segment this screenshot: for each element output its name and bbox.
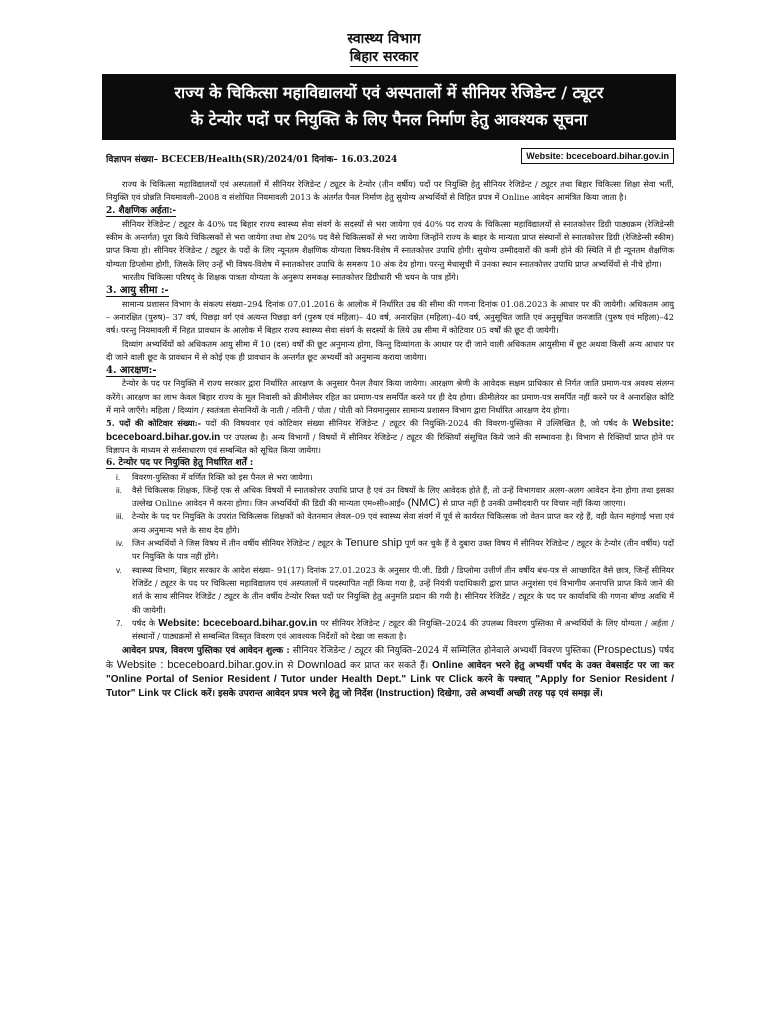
- instructions-bold-g: दिखेगा, उसे अभ्यर्थी अच्छी तरह पढ़ एवं समझ लें।: [434, 689, 603, 700]
- instructions-bold-e: पर: [158, 689, 174, 700]
- instructions-bold-c: पर: [430, 675, 449, 686]
- condition-num-2: ii.: [116, 485, 122, 495]
- section-7-paragraph: [106, 617, 674, 644]
- section-5-heading: 5. पदों की कोटिवार संख्या:-: [106, 418, 201, 429]
- section-5-text-a: पदों की विषयवार एवं कोटिवार संख्या सीनियर रेजिडेन्ट / ट्यूटर की नियुक्ति-2024 की विवरण-पुस्तिका में उल्लिखित है, जो पर्षद के: [201, 418, 633, 429]
- instructions-text-b: पर्षद के: [106, 646, 674, 672]
- notice-body: [106, 178, 674, 701]
- condition-text-4: जिन अभ्यर्थियों ने जिस विषय में तीन वर्षीय सीनियर रेजिडेन्ट / ट्यूटर के: [132, 538, 346, 549]
- section-6-heading: [106, 457, 674, 470]
- condition-nmc: (NMC): [407, 497, 440, 510]
- banner-line-2: के टेन्योर पदों पर नियुक्ति के लिए पैनल निर्माण हेतु आवश्यक सूचना: [190, 110, 588, 129]
- condition-num-1: i.: [116, 472, 121, 482]
- section-2-heading: [106, 205, 674, 218]
- instructions-download: Download: [297, 659, 347, 672]
- instructions-text-c: से: [283, 661, 298, 672]
- instructions-online: Online: [432, 660, 464, 672]
- condition-item-3: [106, 510, 674, 537]
- website-box[interactable]: Website: bceceboard.bihar.gov.in: [521, 148, 674, 164]
- section-4-paragraph: टेन्योर के पद पर नियुक्ति में राज्य सरकार द्वारा निर्धारित आरक्षण के अनुसार पैनल तैयार किया जायेगा। आरक्षण श्रेणी के आवेदक सक्षम प्राधिकार से निर्गत जाति प्रमाण-पत्र अवश्य संलग्न करेंगे। आरक्षण का लाभ केवल बिहार राज्य के मूल निवासी को क्रीमीलेयर रहित का प्रमाण-पत्र समर्पित करने पर ही देय होगा। क्रीमीलेयर का प्रमाण-पत्र समर्पित नहीं करने पर वे अनारक्षित कोटि में माने जाएँगे। महिला / दिव्यांग / स्वतंत्रता सेनानियों के नाती / नतिनी / पोता / पोती को नियमानुसार सामान्य प्रशासन विभाग द्वारा निर्धारित आरक्षण देय होगा।: [106, 378, 674, 416]
- section-7-website-link[interactable]: Website: bceceboard.bihar.gov.in: [158, 617, 318, 629]
- advertisement-number: विज्ञापन संख्या– BCECEB/Health(SR)/2024/01 दिनांक– 16.03.2024: [106, 155, 398, 165]
- condition-tenure: Tenure ship: [345, 537, 403, 550]
- government-name-text: बिहार सरकार: [349, 49, 419, 65]
- instructions-click-2: Click: [173, 688, 198, 700]
- condition-item-2: [106, 484, 674, 511]
- section-2-paragraph-1: सीनियर रेजिडेन्ट / ट्यूटर के 40% पद बिहार राज्य स्वास्थ्य सेवा संवर्ग के सदस्यों से भरा जायेगा एवं 40% पद राज्य के चिकित्सा महाविद्यालयों से स्नातकोत्तर डिग्री पाठ्यक्रम (रेजिडेन्सी स्कीम के अन्तर्गत) पूरा किये चिकित्सकों से भरा जायेगा तथा शेष 20% पद वैसे चिकित्सकों से भरा जायेगा जिन्होंने राज्य के बाहर के मान्यता प्राप्त संस्थानों से स्नातकोत्तर डिग्री (रेजिडेन्सी स्कीम) प्राप्त किया हो। सीनियर रेजिडेन्ट / ट्यूटर के पदों के लिए न्यूनतम शैक्षणिक योग्यता विषय-विशेष में स्नातकोत्तर उपाधि होगी। सुयोग्य उम्मीदवारों की कमी होने की स्थिति में ही न्यूनतम शैक्षणिक योग्यता डिप्लोमा होगी, जिसके लिए उन्हें भी विषय-विशेष में स्नातकोत्तर उपाधि के समरूप 10 अंक देय होगा। परन्तु मेधासूची में उनका स्थान स्नातकोत्तर उपाधि प्राप्त अभ्यर्थियों से नीचे होगा।: [106, 218, 674, 269]
- section-3-heading-text: 3. आयु सीमा :-: [106, 285, 169, 297]
- section-5-website-link[interactable]: Website: bceceboard.bihar.gov.in: [106, 418, 674, 443]
- section-7-num: 7.: [116, 618, 123, 628]
- section-3-paragraph-2: दिव्यांग अभ्यर्थियों को अधिकतम आयु सीमा में 10 (दस) वर्षों की छूट अनुमान्य होगा, किन्तु दिव्यांगता के आधार पर दी जाने वाली अधिकतम आयुसीमा में छूट अथवा किसी अन्य आधार पर दी जाने वाली छूट के प्रावधान में से कोई एक ही प्रावधान के अन्तर्गत छूट अभ्यर्थी को अनुमान्य कराया जायेगा।: [106, 338, 674, 362]
- instructions-text-d: कर प्राप्त कर सकते हैं।: [346, 661, 433, 672]
- section-7-text-b: पर सीनियर रेजिडेन्ट / ट्यूटर की नियुक्ति–2024 की उपलब्ध विवरण पुस्तिका में अभ्यर्थियों के लिए योग्यता / अर्हता / संस्थानों / पाठ्यक्रमों से सम्बन्धित विस्तृत विवरण एवं आवश्यक निर्देशों को देखा जा सकता है।: [132, 617, 674, 642]
- instructions-prospectus: (Prospectus): [593, 644, 656, 657]
- section-3-heading: [106, 284, 674, 297]
- reference-row: [104, 148, 674, 166]
- section-4-heading-text: 4. आरक्षण:-: [106, 365, 157, 377]
- condition-num-3: iii.: [116, 512, 124, 522]
- instructions-bold-d: करने के पश्चात्: [472, 675, 536, 686]
- condition-item-5: [106, 564, 674, 617]
- instructions-portal-link[interactable]: "Online Portal of Senior Resident / Tutor under Health Dept." Link: [106, 674, 431, 686]
- banner-line-1: राज्य के चिकित्सा महाविद्यालयों एवं अस्पतालों में सीनियर रेजिडेन्ट / ट्यूटर: [174, 83, 604, 102]
- condition-num-5: v.: [116, 565, 122, 575]
- section-2-heading-text: 2. शैक्षणिक अर्हता:-: [106, 205, 177, 216]
- instructions-instruction: (Instruction): [375, 688, 435, 700]
- section-4-heading: [106, 364, 674, 377]
- section-5-text-b: पर उपलब्ध है। अन्य विभागों / विषयों में सीनियर रेजिडेन्ट / ट्यूटर की रिक्तियाँ संसूचित किये जाने की सम्भावना है। विभाग से रिक्तियाँ प्राप्त होने पर विज्ञापन के माध्यम से सर्वसाधारण एवं सम्बन्धित को सूचित किया जायेगा।: [106, 431, 674, 455]
- condition-text-5: स्वास्थ्य विभाग, बिहार सरकार के आदेश संख्या– 91(17) दिनांक 27.01.2023 के अनुसार पी.जी. डिग्री / डिप्लोमा उत्तीर्ण तीन वर्षीय बंध-पत्र से आच्छादित वैसे छात्र, जिन्हें सीनियर रेजिडेंट / ट्यूटर के पद पर चिकित्सा महाविद्यालय एवं अस्पतालों में पदस्थापित नहीं किया गया है, उन्हें नियंत्री पदाधिकारी द्वारा प्राप्त अनुशंसा एवं विभागीय अनापत्ति प्राप्त किये जाने की शर्त के साथ सीनियर रेजिडेंट / ट्यूटर के तीन वर्षीय टेन्योर रिक्त पदों पर नियुक्ति हेतु अनुमति प्रदान की गयी है। सीनियर रेजिडेंट / ट्यूटर के पद पर कार्यावधि की गणना बॉण्ड अवधि में की जायेगी।: [132, 564, 674, 615]
- government-name: [84, 48, 684, 66]
- condition-text-1: विवरण-पुस्तिका में वर्णित रिक्ति को इस पैनल से भरा जायेगा।: [132, 471, 313, 482]
- condition-text-2: वैसे चिकित्सक शिक्षक, जिन्हें एक से अधिक विषयों में स्नातकोत्तर उपाधि प्राप्त है एवं उन विषयों के लिए आवेदक होते हैं, तो उन्हें विभागवार अलग-अलग आवेदन देना होगा तथा इसका उल्लेख Online आवेदन में करना होगा। जिन अभ्यर्थियों की डिग्री की मान्यता एम०सी०आई०: [132, 484, 674, 509]
- intro-paragraph: राज्य के चिकित्सा महाविद्यालयों एवं अस्पतालों में सीनियर रेजिडेन्ट / ट्यूटर के टेन्योर (तीन वर्षीय) पदों पर नियुक्ति हेतु सीनियर रेजिडेन्ट / ट्यूटर तथा बिहार चिकित्सा शिक्षा सेवा भर्ती, नियुक्ति एवं प्रोन्नति नियमावली–2008 व संशोधित नियमावली 2013 के अंतर्गत पैनल निर्माण हेतु सुयोग्य अभ्यर्थियों से विहित प्रपत्र में Online आवेदन आमंत्रित किया जाता है।: [106, 179, 674, 203]
- department-name: स्वास्थ्य विभाग: [347, 31, 421, 47]
- section-6-heading-text: 6. टेन्योर पद पर नियुक्ति हेतु निर्धारित शर्तें :: [106, 458, 254, 469]
- condition-item-1: [106, 471, 674, 484]
- condition-text-3: टेन्योर के पद पर नियुक्ति के उपरांत चिकित्सक शिक्षकों को वेतनमान लेवल–09 एवं स्वास्थ्य सेवा संवर्ग में पूर्व से कार्यरत चिकित्सक जो वेतन प्राप्त कर रहे हैं, वही वेतन महंगाई भत्ता एवं अन्य अनुमान्य भत्ते के साथ देय होंगे।: [132, 511, 674, 535]
- instructions-apply-link[interactable]: "Apply for Senior Resident / Tutor" Link: [106, 674, 674, 700]
- condition-text-2b: से प्राप्त नहीं है उनकी उम्मीदवारी पर विचार नहीं किया जाएगा।: [439, 498, 626, 509]
- instructions-bold-b: आवेदन भरने हेतु अभ्यर्थी पर्षद के उक्त वेबसाईट पर जा कर: [463, 661, 674, 672]
- notice-title-banner: [102, 74, 676, 140]
- instructions-heading: आवेदन प्रपत्र, विवरण पुस्तिका एवं आवेदन शुल्क :: [122, 646, 290, 657]
- section-5-paragraph: [106, 417, 674, 457]
- instructions-bold-f: करें। इसके उपरान्त आवेदन प्रपत्र भरने हेतु जो निर्देश: [197, 689, 376, 700]
- section-3-paragraph-1: सामान्य प्रशासन विभाग के संकल्प संख्या–294 दिनांक 07.01.2016 के आलोक में निर्धारित उम्र की सीमा की गणना दिनांक 01.08.2023 के आधार पर की जायेगी। अधिकतम आयु – अनारक्षित (पुरुष)– 37 वर्ष, पिछड़ा वर्ग एवं अत्यन्त पिछड़ा वर्ग (पुरुष एवं महिला)– 40 वर्ष, अनारक्षित (महिला)–40 वर्ष, अनुसूचित जाति एवं अनुसूचित जनजाति (पुरुष एवं महिला)–42 वर्ष। परन्तु नियमावली में निहत प्रावधान के आलोक में बिहार राज्य स्वास्थ्य सेवा संवर्ग के सदस्यों के लिये उम्र सीमा में कोटिवार 05 वर्षों की छूट दी जायेगी।: [106, 298, 674, 336]
- application-instructions: [106, 643, 674, 701]
- condition-num-4: iv.: [116, 539, 124, 549]
- section-7-text-a: पर्षद के: [132, 617, 159, 628]
- condition-text-4b: पूर्ण कर चुके हैं वे दुबारा उक्त विषय में सीनियर रेजिडेन्ट / ट्यूटर के टेन्योर (तीन वर्षीय) पदों पर नियुक्ति के पात्र नहीं होंगे।: [132, 538, 674, 562]
- instructions-click: Click: [448, 674, 473, 686]
- instructions-text-a: सीनियर रेजिडेन्ट / ट्यूटर की नियुक्ति–2024 में सम्मिलित होनेवाले अभ्यर्थी विवरण पुस्तिका: [289, 646, 594, 657]
- section-2-paragraph-2: भारतीय चिकित्सा परिषद् के शिक्षक पात्रता योग्यता के अनुरूप समकक्ष स्नातकोत्तर डिग्रीधारी भी चयन के पात्र होंगे।: [122, 272, 459, 283]
- instructions-website-link[interactable]: Website : bceceboard.bihar.gov.in: [116, 659, 284, 672]
- notice-page: [84, 26, 684, 1006]
- condition-item-4: [106, 537, 674, 564]
